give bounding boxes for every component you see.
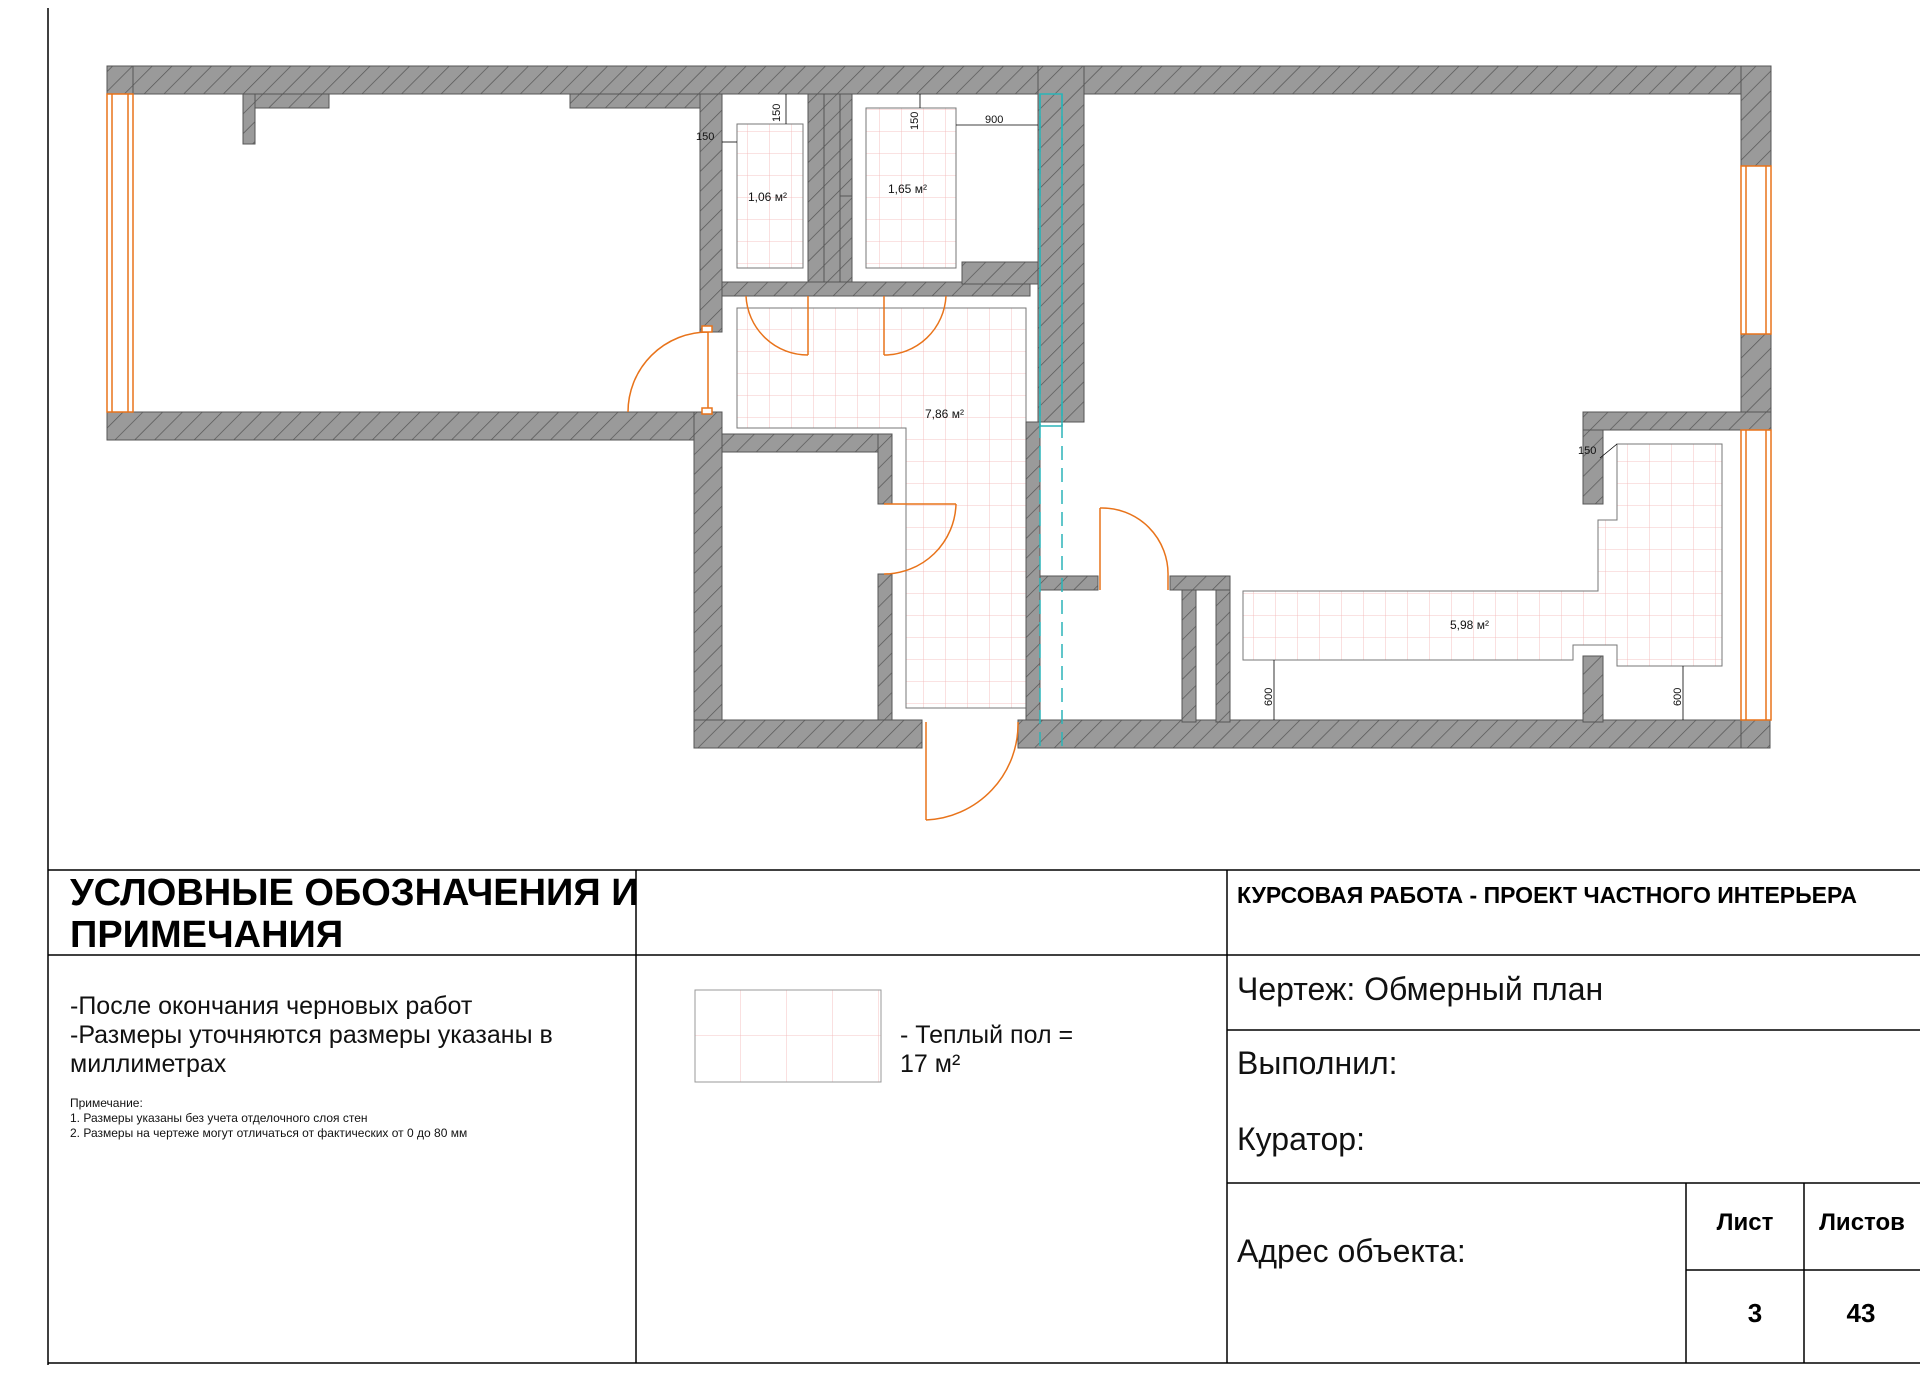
legend-symbol-line1: - Теплый пол = — [900, 1021, 1074, 1049]
wall-stub-1 — [243, 94, 255, 144]
author-label: Выполнил: — [1237, 1045, 1398, 1081]
sheets-label: Листов — [1819, 1209, 1905, 1236]
dim-150-wc-side: 150 — [696, 131, 715, 143]
dim-150-bath-top: 150 — [909, 111, 921, 130]
drawing-name: Чертеж: Обмерный план — [1237, 971, 1604, 1007]
legend-note-2: -Размеры уточняются размеры указаны в — [70, 1021, 553, 1049]
project-title: КУРСОВАЯ РАБОТА - ПРОЕКТ ЧАСТНОГО ИНТЕРЬЕРА — [1237, 882, 1857, 908]
sheet-label: Лист — [1716, 1209, 1774, 1236]
legend-title-line1: УСЛОВНЫЕ ОБОЗНАЧЕНИЯ И — [70, 872, 639, 914]
remark-2: 2. Размеры на чертеже могут отличаться от фактических от 0 до 80 мм — [70, 1126, 468, 1140]
wall-bath-step — [962, 262, 1038, 284]
door-living — [628, 332, 708, 412]
curator-label: Куратор: — [1237, 1121, 1365, 1157]
wall-mid-top-left — [1040, 576, 1098, 590]
area-label-hall: 7,86 м² — [925, 407, 964, 421]
wall-hall-mid-top — [722, 434, 892, 452]
sheet-number: 3 — [1747, 1298, 1763, 1328]
wall-hall-mid — [878, 434, 892, 504]
wall-shaft-2 — [824, 94, 840, 284]
dim-900: 900 — [985, 114, 1004, 126]
wall-hall-left — [694, 412, 722, 748]
remark-1: 1. Размеры указаны без учета отделочного слоя стен — [70, 1111, 368, 1125]
address-label: Адрес объекта: — [1237, 1233, 1466, 1269]
wall-living-bottom — [107, 412, 719, 440]
wall-kitchen-stub-bottom — [1583, 656, 1603, 722]
wall-hall-right — [1026, 422, 1040, 722]
wall-stub-3 — [570, 94, 700, 108]
wall-stub-2 — [255, 94, 329, 108]
legend-symbol-line2: 17 м² — [900, 1050, 961, 1078]
dim-150-wc-top: 150 — [771, 103, 783, 122]
wall-shaft-3 — [840, 196, 852, 284]
wall-kitchen-stub — [1583, 430, 1603, 504]
wall-bottom-left — [694, 720, 922, 748]
legend-section — [70, 872, 1073, 1140]
door-mid-room — [1100, 508, 1168, 590]
area-label-kitchen: 5,98 м² — [1450, 618, 1489, 632]
wall-central — [1038, 66, 1084, 422]
legend-title-line2: ПРИМЕЧАНИЯ — [70, 914, 344, 956]
wall-wc-right — [808, 94, 824, 284]
wall-left-top — [107, 66, 133, 96]
legend-note-3: миллиметрах — [70, 1050, 227, 1078]
dim-600-left: 600 — [1263, 687, 1275, 706]
area-label-wc: 1,06 м² — [748, 190, 787, 204]
wall-wc-left — [700, 94, 722, 332]
wall-right-bottom — [1741, 720, 1770, 748]
wall-hall-mid-low — [878, 574, 892, 722]
wall-right-top — [1741, 66, 1771, 166]
wall-mid-post-2 — [1216, 590, 1230, 722]
legend-heated-floor-symbol — [695, 990, 881, 1082]
tile-kitchen — [1243, 444, 1722, 666]
remark-title: Примечание: — [70, 1096, 143, 1110]
legend-note-1: -После окончания черновых работ — [70, 992, 473, 1020]
window-left — [107, 94, 133, 412]
dim-150-kitchen: 150 — [1578, 445, 1597, 457]
dim-600-right: 600 — [1672, 687, 1684, 706]
sheets-total: 43 — [1846, 1298, 1876, 1328]
wall-mid-top-right — [1170, 576, 1230, 590]
wall-kitchen-top — [1583, 412, 1771, 430]
wall-mid-post-1 — [1182, 590, 1196, 722]
wall-bottom-right — [1018, 720, 1770, 748]
wall-top — [107, 66, 1771, 94]
area-label-bath: 1,65 м² — [888, 182, 927, 196]
door-entrance — [926, 722, 1018, 820]
